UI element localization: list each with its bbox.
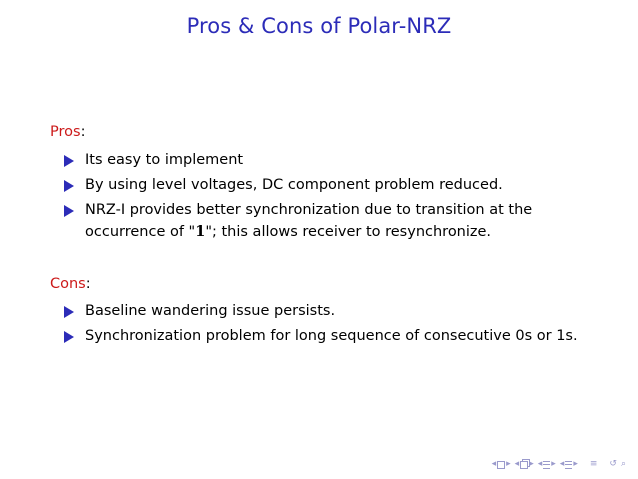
pros-label-colon: : [80, 124, 86, 140]
cons-label-text: Cons [50, 276, 86, 292]
arrow-left-icon: ◂ [559, 459, 565, 469]
arrow-left-icon: ◂ [491, 459, 497, 469]
arrow-right-icon: ▸ [573, 459, 578, 469]
navigation-bar [492, 460, 626, 469]
pros-item-1-text: Its easy to implement [85, 152, 244, 168]
pros-list [62, 150, 602, 247]
document-icon [565, 461, 572, 469]
arrow-left-icon: ◂ [537, 459, 543, 469]
pros-item-3 [62, 200, 602, 243]
nav-appendix-button[interactable] [590, 460, 598, 469]
cons-label-colon: : [85, 276, 91, 292]
pros-label-text: Pros [50, 124, 81, 140]
cons-item-1-text: Baseline wandering issue persists. [85, 303, 336, 319]
bullet-triangle-icon [64, 205, 74, 217]
pros-item-3-text-after: "; this allows receiver to resynchronize. [205, 224, 492, 240]
bullet-triangle-icon [64, 155, 74, 167]
nav-subsection-button[interactable] [515, 460, 534, 469]
frame-icon [497, 461, 505, 469]
nav-back-button[interactable] [609, 460, 617, 469]
arrow-right-icon: ▸ [506, 459, 511, 469]
arrow-right-icon: ▸ [529, 459, 534, 469]
bullet-triangle-icon [64, 331, 74, 343]
pros-item-3-text-before: NRZ-I provides better synchronization due to transition at the occurrence of " [85, 202, 533, 240]
arrow-right-icon: ▸ [551, 459, 556, 469]
pros-item-2-text: By using level voltages, DC component problem reduced. [85, 177, 503, 193]
equiv-icon: ≡ [589, 459, 598, 469]
slide-title: Pros & Cons of Polar-NRZ [186, 14, 452, 38]
bullet-triangle-icon [64, 180, 74, 192]
search-icon: ⌕ [620, 459, 626, 469]
pros-label [50, 124, 85, 140]
section-icon [543, 461, 550, 469]
pros-item-3-bold: 1 [195, 223, 206, 240]
nav-frame-button[interactable] [492, 460, 511, 469]
nav-document-button[interactable] [560, 460, 578, 469]
cons-item-1 [62, 301, 602, 322]
bullet-triangle-icon [64, 306, 74, 318]
pros-item-1 [62, 150, 602, 171]
cons-item-2-text: Synchronization problem for long sequence of consecutive 0s or 1s. [85, 328, 578, 344]
pros-item-2 [62, 175, 602, 196]
nav-section-button[interactable] [538, 460, 556, 469]
loop-back-icon: ↺ [609, 459, 617, 469]
cons-label [50, 276, 91, 292]
cons-item-2 [62, 326, 602, 347]
subsection-icon [520, 461, 528, 469]
nav-search-button[interactable] [621, 460, 626, 469]
arrow-left-icon: ◂ [514, 459, 520, 469]
cons-list [62, 301, 602, 351]
